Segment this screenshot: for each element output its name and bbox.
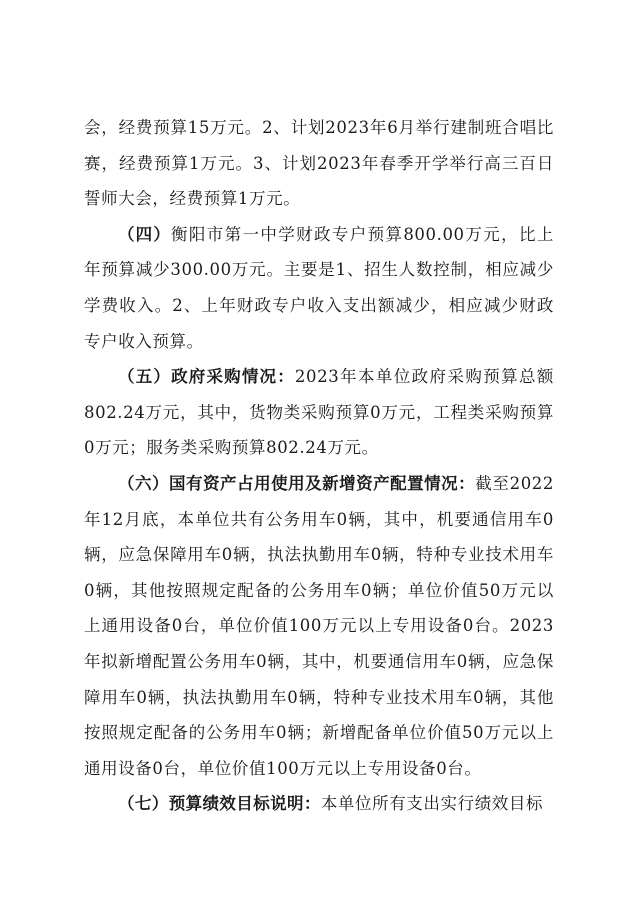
paragraph-text: 衡阳市第一中学财政专户预算800.00万元，比上年预算减少300.00万元。主要是1、招生人数控制，相应减少学费收入。2、上年财政专户收入支出额减少，相应减少财政专户收入预算。 xyxy=(84,224,554,351)
paragraph-financial-account xyxy=(84,217,554,359)
paragraph-heading: （四） xyxy=(118,224,172,244)
paragraph-event-budget xyxy=(84,110,554,217)
paragraph-heading: （七）预算绩效目标说明： xyxy=(118,794,321,814)
paragraph-procurement xyxy=(84,359,554,466)
paragraph-text: 本单位所有支出实行绩效目标 xyxy=(320,794,544,814)
document-body xyxy=(84,110,554,822)
paragraph-heading: （六）国有资产占用使用及新增资产配置情况： xyxy=(118,473,476,493)
paragraph-text: 截至2022年12月底，本单位共有公务用车0辆，其中，机要通信用车0辆，应急保障用车0辆，执法执勤用车0辆，特种专业技术用车0辆，其他按照规定配备的公务用车0辆；单位价值50万元以上通用设备0台，单位价值100万元以上专用设备0台。2023年拟新增配置公务用车0辆，其中，机要通信用车0辆，应急保障用车0辆，执法执勤用车0辆，特种专业技术用车0辆，其他按照规定配备的公务用车0辆；新增配备单位价值50万元以上通用设备0台，单位价值100万元以上专用设备0台。 xyxy=(84,473,554,778)
paragraph-state-assets xyxy=(84,466,554,786)
paragraph-text: 2023年本单位政府采购预算总额802.24万元，其中，货物类采购预算0万元，工程类采购预算0万元；服务类采购预算802.24万元。 xyxy=(84,367,555,458)
paragraph-heading: （五）政府采购情况： xyxy=(118,367,295,387)
paragraph-text: 会，经费预算15万元。2、计划2023年6月举行建制班合唱比赛，经费预算1万元。3、计划2023年春季开学举行高三百日誓师大会，经费预算1万元。 xyxy=(84,118,554,209)
paragraph-performance-goals xyxy=(84,786,554,822)
